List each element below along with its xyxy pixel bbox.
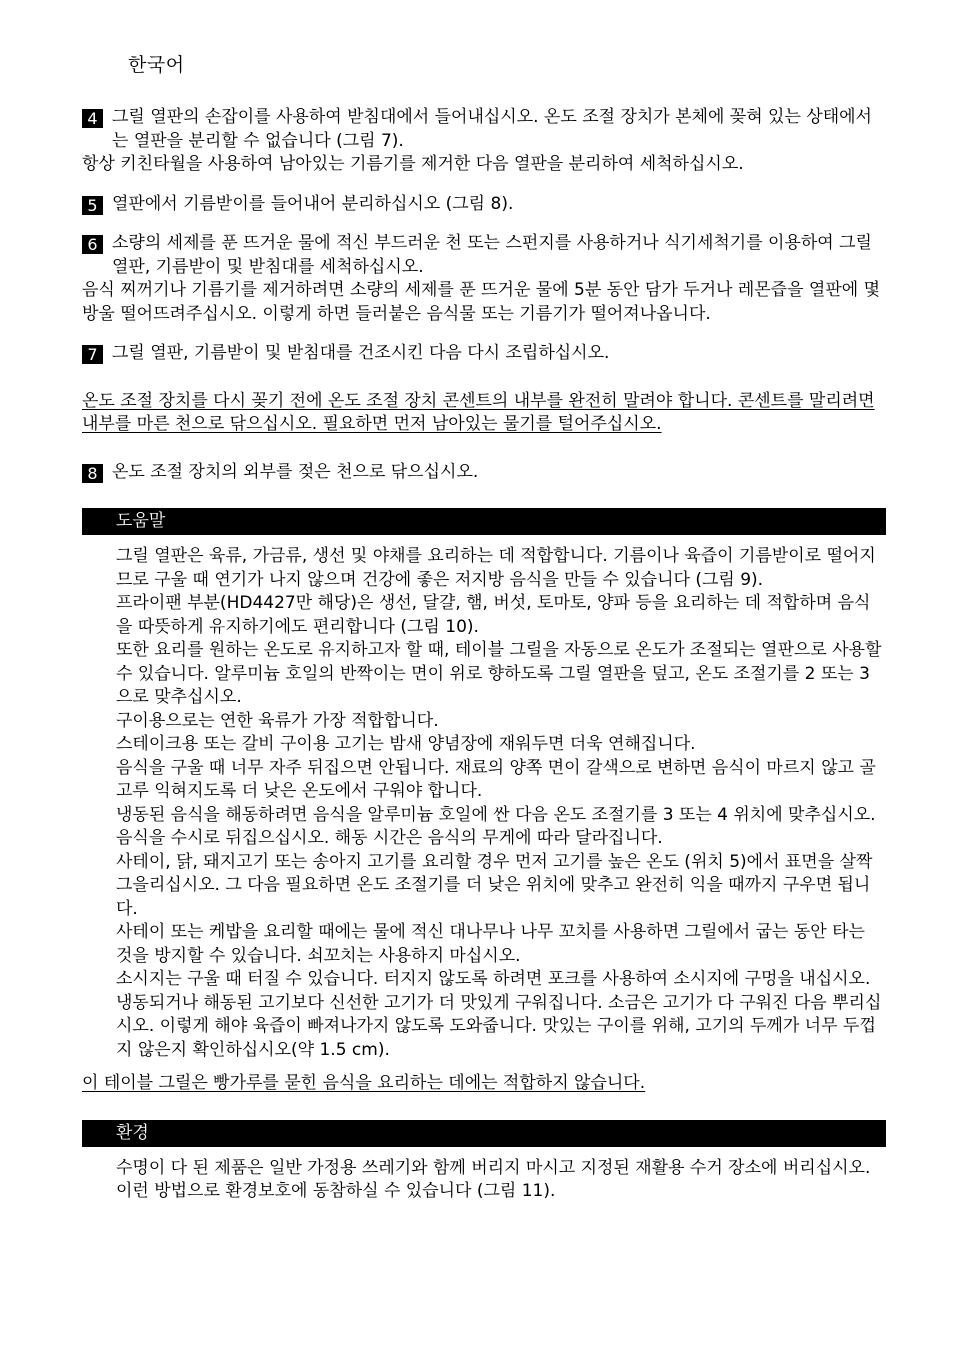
step-note: 음식 찌꺼기나 기름기를 제거하려면 소량의 세제를 푼 뜨거운 물에 5분 동안 담가 두거나 레몬즙을 열판에 몇 방울 떨어뜨려주십시오. 이렇게 하면 들러붙은 음식물 또는 기름기가 떨어져나옵니다. (82, 280, 881, 324)
section-heading-tips: 도움말 (82, 508, 886, 535)
tips-warning: 이 테이블 그릴은 빵가루를 묻힌 음식을 요리하는 데에는 적합하지 않습니다. (82, 1073, 646, 1093)
tip-paragraph: 스테이크용 또는 갈비 구이용 고기는 밤새 양념장에 재워두면 더욱 연해집니다. (116, 734, 696, 754)
section-heading-environment: 환경 (82, 1120, 886, 1147)
step-5 (82, 193, 886, 217)
step-number-badge: 6 (82, 235, 103, 254)
tip-paragraph: 또한 요리를 원하는 온도로 유지하고자 할 때, 테이블 그릴을 자동으로 온도가 조절되는 열판으로 사용할 수 있습니다. 알루미늄 호일의 반짝이는 면이 위로 향하도록 그릴 열판을 덮고, 온도 조절기를 2 또는 3으로 맞추십시오. (116, 640, 882, 707)
tip-paragraph: 냉동된 음식을 해동하려면 음식을 알루미늄 호일에 싼 다음 온도 조절기를 3 또는 4 위치에 맞추십시오. 음식을 수시로 뒤집으십시오. 해동 시간은 음식의 무게에 따라 달라집니다. (116, 804, 876, 848)
language-label: 한국어 (128, 54, 185, 76)
step-text: 온도 조절 장치의 외부를 젖은 천으로 닦으십시오. (112, 461, 479, 482)
environment-text: 수명이 다 된 제품은 일반 가정용 쓰레기와 함께 버리지 마시고 지정된 재활용 수거 장소에 버리십시오. 이런 방법으로 환경보호에 동참하실 수 있습니다 (그림 11). (116, 1157, 871, 1201)
step-text: 소량의 세제를 푼 뜨거운 물에 적신 부드러운 천 또는 스펀지를 사용하거나 식기세척기를 이용하여 그릴 열판, 기름받이 및 받침대를 세척하십시오. (112, 233, 872, 277)
step-8 (82, 461, 886, 485)
step-4 (82, 106, 886, 153)
step-6 (82, 232, 886, 279)
tip-paragraph: 음식을 구울 때 너무 자주 뒤집으면 안됩니다. 재료의 양쪽 면이 갈색으로 변하면 음식이 마르지 않고 골고루 익혀지도록 더 낮은 온도에서 구워야 합니다. (116, 757, 876, 801)
tip-paragraph: 사테이, 닭, 돼지고기 또는 송아지 고기를 요리할 경우 먼저 고기를 높은 온도 (위치 5)에서 표면을 살짝 그을리십시오. 그 다음 필요하면 온도 조절기를 더 낮은 위치에 맞추고 완전히 익을 때까지 구우면 됩니다. (116, 851, 873, 919)
step-number-badge: 8 (82, 464, 103, 483)
step-7 (82, 342, 886, 366)
step-number-badge: 5 (82, 196, 103, 215)
tip-paragraph: 사테이 또는 케밥을 요리할 때에는 물에 적신 대나무나 나무 꼬치를 사용하면 그릴에서 굽는 동안 타는 것을 방지할 수 있습니다. 쇠꼬치는 사용하지 마십시오. (116, 922, 865, 966)
step-number-badge: 4 (82, 109, 103, 128)
warning-text: 온도 조절 장치를 다시 꽂기 전에 온도 조절 장치 콘센트의 내부를 완전히 말려야 합니다. 콘센트를 말리려면 내부를 마른 천으로 닦으십시오. 필요하면 먼저 남아있는 물기를 털어주십시오. (82, 390, 875, 434)
tip-paragraph: 프라이팬 부분(HD4427만 해당)은 생선, 달걀, 햄, 버섯, 토마토, 양파 등을 요리하는 데 적합하며 음식을 따뜻하게 유지하기에도 편리합니다 (그림 10). (116, 593, 871, 637)
step-text: 그릴 열판의 손잡이를 사용하여 받침대에서 들어내십시오. 온도 조절 장치가 본체에 꽂혀 있는 상태에서는 열판을 분리할 수 없습니다 (그림 7). (112, 107, 872, 151)
step-text: 열판에서 기름받이를 들어내어 분리하십시오 (그림 8). (112, 193, 514, 214)
tips-list (82, 545, 886, 1062)
step-number-badge: 7 (82, 345, 103, 364)
tip-paragraph: 그릴 열판은 육류, 가금류, 생선 및 야채를 요리하는 데 적합합니다. 기름이나 육즙이 기름받이로 떨어지므로 구울 때 연기가 나지 않으며 건강에 좋은 저지방 음식을 만들 수 있습니다 (그림 9). (116, 546, 876, 590)
tip-paragraph: 소시지는 구울 때 터질 수 있습니다. 터지지 않도록 하려면 포크를 사용하여 소시지에 구멍을 내십시오. (116, 969, 871, 989)
tip-paragraph: 냉동되거나 해동된 고기보다 신선한 고기가 더 맛있게 구워집니다. 소금은 고기가 다 구워진 다음 뿌리십시오. 이렇게 해야 육즙이 빠져나가지 않도록 도와줍니다. 맛있는 구이를 위해, 고기의 두께가 너무 두껍지 않은지 확인하십시오(약 1.5 cm). (116, 992, 882, 1060)
content (82, 106, 886, 1204)
tip-paragraph: 구이용으로는 연한 육류가 가장 적합합니다. (116, 710, 439, 731)
step-note: 항상 키친타월을 사용하여 남아있는 기름기를 제거한 다음 열판을 분리하여 세척하십시오. (82, 154, 744, 174)
step-text: 그릴 열판, 기름받이 및 받침대를 건조시킨 다음 다시 조립하십시오. (112, 343, 610, 363)
